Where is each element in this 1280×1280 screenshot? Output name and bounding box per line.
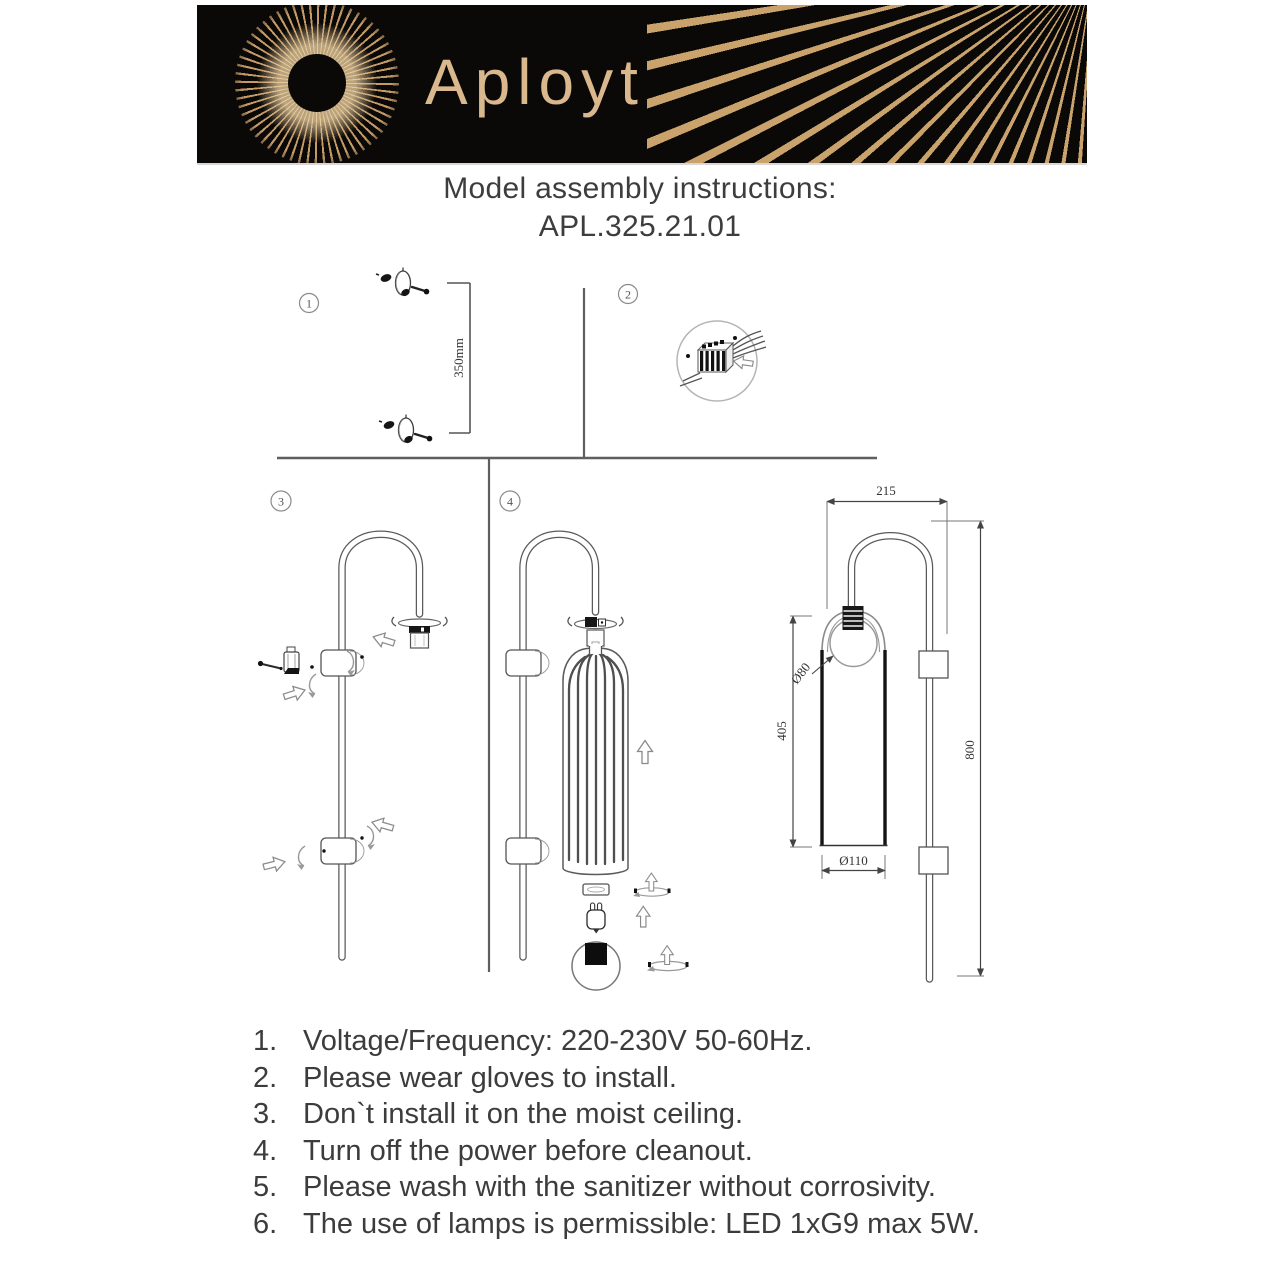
dim-800-label: 800	[962, 740, 977, 760]
step2-wiring-detail	[677, 321, 766, 401]
push-arrow-icon	[371, 630, 396, 650]
dim-215-label: 215	[876, 483, 896, 498]
step4-shade-assembly	[506, 534, 689, 990]
item-number: 1.	[253, 1025, 278, 1057]
wall-anchor-icon	[376, 268, 429, 298]
item-number: 3.	[253, 1098, 278, 1130]
item-text: Don`t install it on the moist ceiling.	[303, 1098, 744, 1130]
instruction-list	[253, 1023, 1083, 1242]
push-arrow-icon	[262, 855, 287, 874]
rod-bracket	[506, 650, 541, 676]
wall-anchor-icon	[379, 415, 432, 445]
item-text: The use of lamps is permissible: LED 1xG9 max 5W.	[303, 1207, 980, 1240]
item-text: Voltage/Frequency: 220-230V 50-60Hz.	[303, 1025, 813, 1057]
dimension-d80	[788, 656, 833, 687]
item-text: Turn off the power before cleanout.	[303, 1134, 753, 1167]
push-arrow-icon	[370, 815, 395, 835]
item-number: 6.	[253, 1207, 278, 1240]
twist-up-arrow-icon	[633, 873, 671, 897]
shade-ring	[583, 884, 609, 895]
socket-icon	[392, 617, 447, 648]
item-text: Please wash with the sanitizer without corrosivity.	[303, 1171, 936, 1203]
step-3-number: 3	[278, 494, 284, 509]
wall-spacing-label: 350mm	[451, 338, 466, 378]
page-title: Model assembly instructions:	[443, 172, 837, 205]
step-badges	[271, 285, 638, 512]
dim-d110-label: Ø110	[839, 853, 868, 868]
brand-name: Aployt	[425, 46, 645, 118]
list-item	[253, 1096, 1083, 1133]
item-number: 4.	[253, 1134, 278, 1167]
dimension-d110	[822, 853, 885, 879]
item-text: Please wear gloves to install.	[303, 1061, 677, 1094]
list-item	[253, 1133, 1083, 1170]
step3-rod-assembly	[258, 534, 447, 957]
dimension-drawing	[774, 483, 984, 979]
dimension-405	[774, 616, 812, 847]
item-number: 2.	[253, 1061, 278, 1094]
dim-405-label: 405	[774, 721, 789, 741]
model-number: APL.325.21.01	[538, 210, 742, 243]
glass-shade	[563, 644, 628, 875]
g9-bulb-icon	[587, 903, 605, 934]
step-1-number: 1	[306, 296, 312, 311]
step-2-number: 2	[625, 287, 631, 302]
dimension-800	[931, 521, 984, 976]
step1-wall-anchors	[376, 268, 470, 445]
wall-mount-icon	[258, 647, 299, 674]
diffuser-sphere	[572, 942, 620, 990]
rod-bracket	[506, 838, 541, 864]
socket-icon	[568, 617, 623, 646]
list-item	[253, 1060, 1083, 1097]
list-item	[253, 1023, 1083, 1060]
list-item	[253, 1169, 1083, 1206]
rod-bracket	[919, 847, 948, 874]
item-number: 5.	[253, 1171, 278, 1203]
twist-up-arrow-icon	[647, 946, 689, 972]
up-arrow-icon	[638, 741, 653, 764]
socket-hatched	[843, 606, 864, 630]
wall-spacing-dimension	[447, 283, 470, 433]
list-item	[253, 1206, 1083, 1243]
step-4-number: 4	[507, 494, 513, 509]
rod-bracket	[321, 838, 356, 864]
push-arrow-icon	[282, 683, 307, 703]
dim-d80-label: Ø80	[787, 659, 814, 687]
up-arrow-icon	[637, 906, 651, 927]
terminal-block-icon	[698, 340, 733, 372]
rod-bracket	[919, 651, 948, 678]
